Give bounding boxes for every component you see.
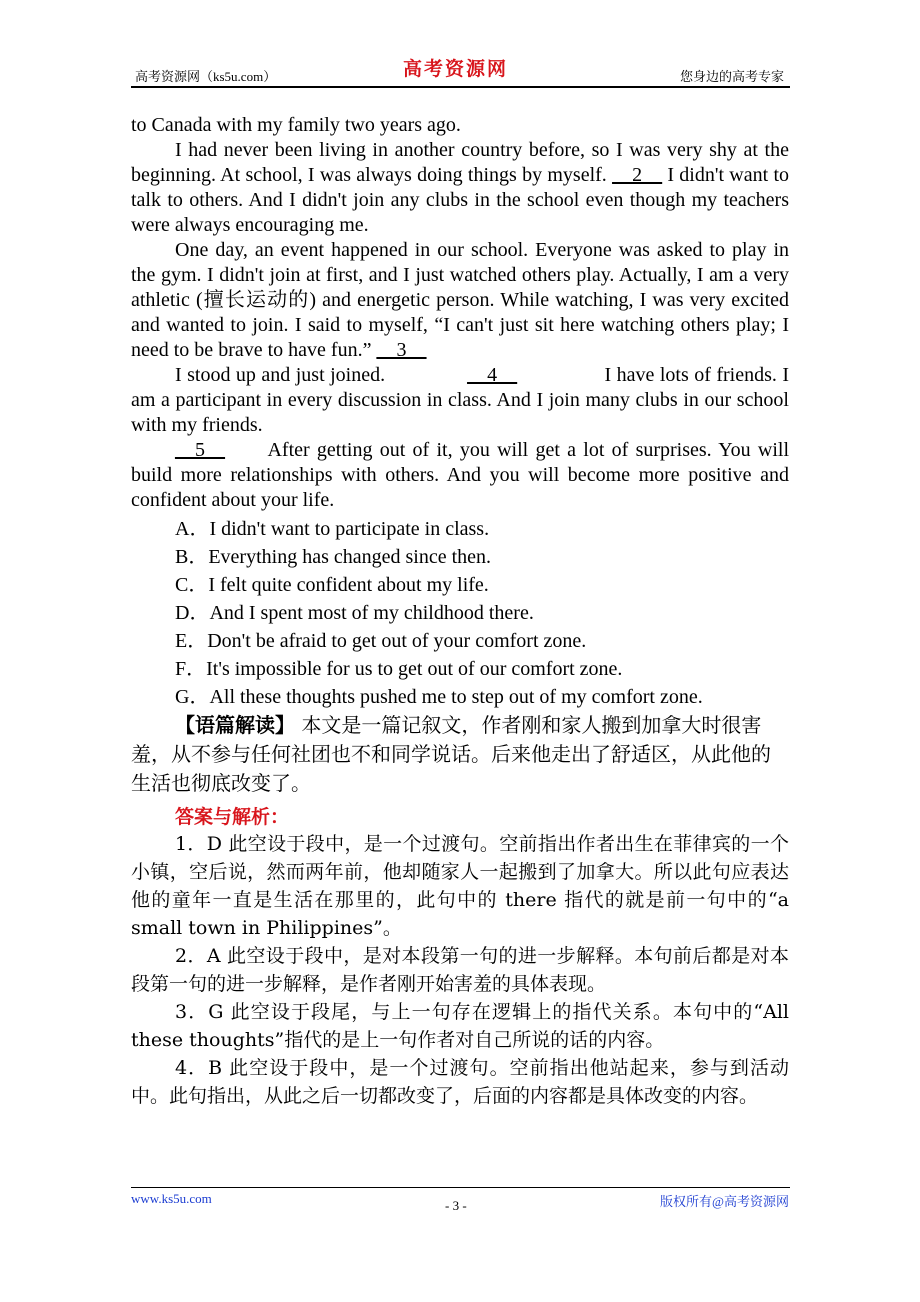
passage-paragraph-1: I had never been living in another country before, so I was very shy at the beginning. At school, I was always doing things by myself. __2__ I didn't want to talk to others. And I didn't join any clubs in the school even though my teachers were always encouraging me. <box>131 139 790 236</box>
footer-divider <box>131 1187 790 1188</box>
answer-3: 3．G 此空设于段尾，与上一句存在逻辑上的指代关系。本句中的“All these thoughts”指代的是上一句作者对自己所说的话的内容。 <box>131 1001 789 1051</box>
page-content <box>131 113 789 1110</box>
header-site-name: 高考资源网（ks5u.com） <box>135 69 277 84</box>
header-divider <box>131 86 790 88</box>
option-c: C．I felt quite confident about my life. <box>175 574 489 596</box>
page-header <box>131 52 790 88</box>
passage-paragraph-3: I stood up and just joined. __4__ I have lots of friends. I am a participant in every discussion in class. And I join many clubs in our school with my friends. <box>131 364 790 436</box>
option-f: F．It's impossible for us to get out of our comfort zone. <box>175 658 623 680</box>
option-g: G．All these thoughts pushed me to step out of my comfort zone. <box>175 686 703 708</box>
option-b: B．Everything has changed since then. <box>175 546 492 568</box>
option-d: D．And I spent most of my childhood there. <box>175 602 534 624</box>
answer-2: 2．A 此空设于段中，是对本段第一句的进一步解释。本句前后都是对本段第一句的进一步解释，是作者刚开始害羞的具体表现。 <box>131 945 789 995</box>
blank-5: __5__ <box>175 439 225 461</box>
passage-line: to Canada with my family two years ago. <box>131 114 461 136</box>
blank-3: __3__ <box>376 339 427 361</box>
blank-4: __4__ <box>467 364 518 386</box>
passage-analysis <box>131 711 789 798</box>
blank-2: __2__ <box>612 164 663 186</box>
analysis-text: 本文是一篇记叙文，作者刚和家人搬到加拿大时很害羞，从不参与任何社团也不和同学说话。后来他走出了舒适区，从此他的生活也彻底改变了。 <box>131 713 771 795</box>
answer-4: 4．B 此空设于段中，是一个过渡句。空前指出他站起来，参与到活动中。此句指出，从此之后一切都改变了，后面的内容都是具体改变的内容。 <box>131 1057 789 1107</box>
option-e: E．Don't be afraid to get out of your comfort zone. <box>175 630 587 652</box>
header-slogan: 您身边的高考专家 <box>679 69 784 84</box>
analysis-label: 【语篇解读】 <box>175 713 295 737</box>
footer-copyright: 版权所有@高考资源网 <box>660 1194 789 1209</box>
option-a: A．I didn't want to participate in class. <box>175 518 490 540</box>
passage-paragraph-2: One day, an event happened in our school. Everyone was asked to play in the gym. I didn't join at first, and I just watched others play. Actually, I am a very athletic (擅长运动的) and energetic person. While watching, I was very excited and wanted to join. I said to myself, “I can't just sit here watching others play; I need to be brave to have fun.” __3__ <box>131 239 789 361</box>
options-list <box>131 515 789 711</box>
page-number: - 3 - <box>445 1198 467 1213</box>
site-logo: 高考资源网 <box>403 58 509 80</box>
answer-1: 1．D 此空设于段中，是一个过渡句。空前指出作者出生在菲律宾的一个小镇，空后说，然而两年前，他却随家人一起搬到了加拿大。所以此句应表达他的童年一直是生活在那里的，此句中的 there 指代的就是前一句中的“a small town in Philippines”。 <box>131 833 789 939</box>
passage-paragraph-4: __5__ After getting out of it, you will get a lot of surprises. You will build more relationships with others. And you will become more positive and confident about your life. <box>131 439 790 511</box>
footer-site-link[interactable]: www.ks5u.com <box>131 1191 212 1206</box>
answers-title: 答案与解析： <box>175 806 290 828</box>
